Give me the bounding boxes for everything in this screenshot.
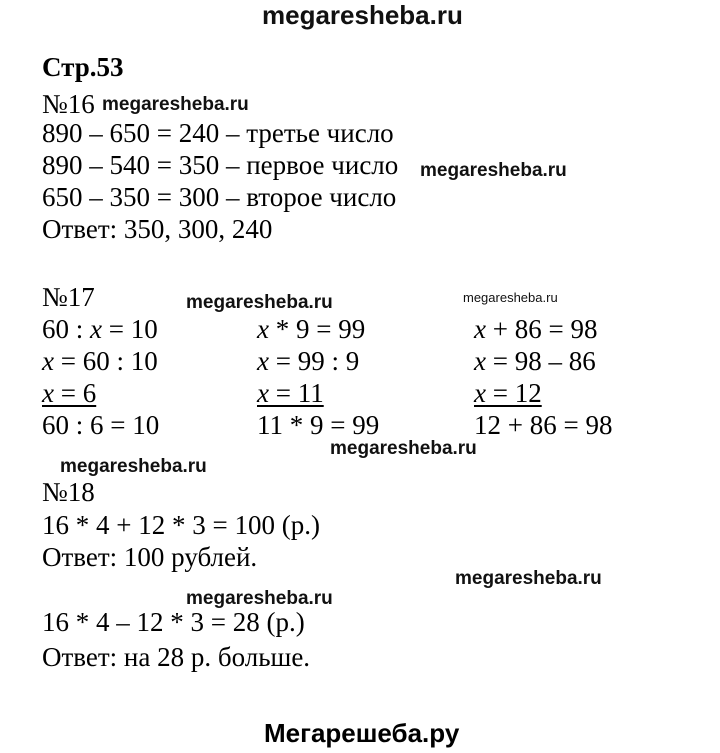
task16-line: 650 – 350 = 300 – второе число: [42, 182, 397, 212]
equation: x * 9 = 99: [257, 314, 366, 344]
task18-answer: Ответ: на 28 р. больше.: [42, 642, 311, 672]
task18-line: 16 * 4 + 12 * 3 = 100 (р.): [42, 510, 320, 540]
equation-result: x = 11: [257, 378, 324, 408]
task18-number: №18: [42, 477, 95, 507]
equation: x = 98 – 86: [474, 346, 596, 376]
task16-line: 890 – 650 = 240 – третье число: [42, 118, 394, 148]
task17-number: №17: [42, 282, 95, 312]
equation: x = 99 : 9: [257, 346, 360, 376]
equation-check: 60 : 6 = 10: [42, 410, 160, 440]
equation: 60 : x = 10: [42, 314, 158, 344]
equation: x + 86 = 98: [474, 314, 598, 344]
task18-line: 16 * 4 – 12 * 3 = 28 (р.): [42, 607, 305, 637]
inline-watermark-small: megaresheba.ru: [463, 290, 558, 305]
task18-answer: Ответ: 100 рублей.: [42, 542, 258, 572]
inline-watermark: megaresheba.ru: [186, 292, 333, 313]
task16-line: 890 – 540 = 350 – первое число: [42, 150, 399, 180]
inline-watermark: megaresheba.ru: [102, 94, 249, 115]
task16-number: №16: [42, 89, 95, 119]
footer-watermark: Мегарешеба.ру: [264, 718, 460, 748]
equation: x = 60 : 10: [42, 346, 158, 376]
page-title: Стр.53: [42, 52, 124, 82]
inline-watermark: megaresheba.ru: [60, 456, 207, 477]
equation-check: 11 * 9 = 99: [257, 410, 380, 440]
inline-watermark: megaresheba.ru: [420, 160, 567, 181]
equation-result: x = 12: [474, 378, 542, 408]
inline-watermark: megaresheba.ru: [455, 568, 602, 589]
header-watermark: megaresheba.ru: [262, 0, 463, 30]
equation-check: 12 + 86 = 98: [474, 410, 613, 440]
inline-watermark: megaresheba.ru: [186, 588, 333, 609]
equation-result: x = 6: [42, 378, 97, 408]
task16-answer: Ответ: 350, 300, 240: [42, 214, 273, 244]
inline-watermark: megaresheba.ru: [330, 438, 477, 459]
